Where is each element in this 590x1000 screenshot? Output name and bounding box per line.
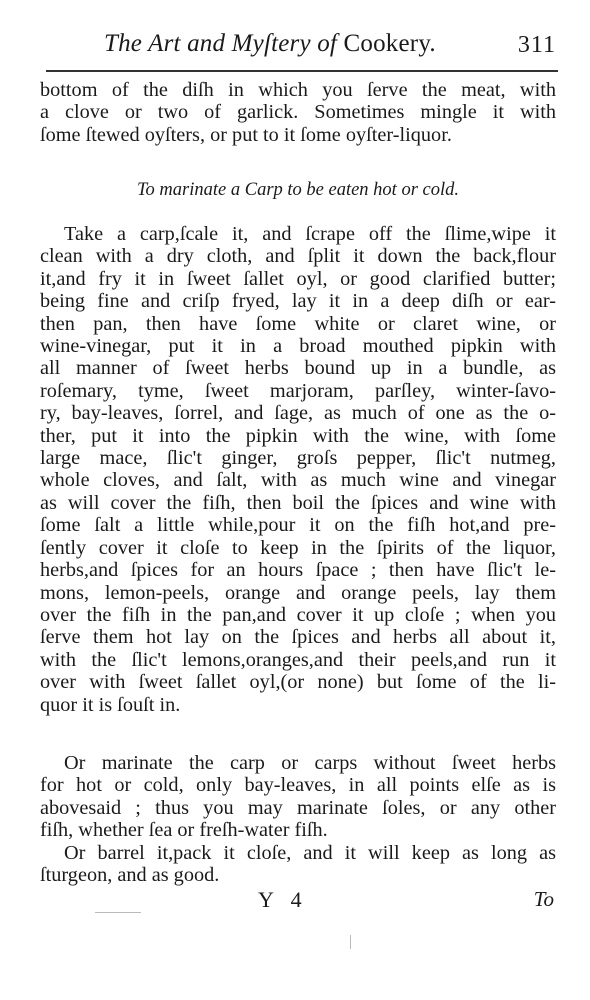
ink-speck xyxy=(95,912,141,913)
text-line: ſome ſalt a little while,pour it on the fiſh hot,and pre- xyxy=(40,514,556,537)
text-line: bottom of the diſh in which you ſerve the meat, with xyxy=(40,79,556,101)
text-line: herbs,and ſpices for an hours ſpace ; then have ſlic't le- xyxy=(40,559,556,582)
signature-mark: Y 4 xyxy=(258,887,308,912)
page-number: 311 xyxy=(517,32,556,58)
continuation-text xyxy=(40,79,556,146)
page-header xyxy=(48,30,556,66)
text-line: over the fiſh in the pan,and cover it up cloſe ; when you xyxy=(40,603,556,626)
text-line: roſemary, tyme, ſweet marjoram, parſley, winter-ſavo- xyxy=(40,379,556,402)
text-line: over with ſweet ſallet oyl,(or none) but ſome of the li- xyxy=(40,671,556,694)
text-line: ther, put it into the pipkin with the wine, with ſome xyxy=(40,424,556,447)
text-line: ſently cover it cloſe to keep in the ſpirits of the liquor, xyxy=(40,536,556,559)
text-line: fiſh, whether ſea or freſh-water fiſh. xyxy=(40,819,328,842)
text-line: ſerve them hot lay on the ſpices and herbs all about it, xyxy=(40,626,556,649)
text-line: ry, bay-leaves, ſorrel, and ſage, as much of one as the o- xyxy=(40,402,556,425)
text-line: Or marinate the carp or carps without ſweet herbs xyxy=(64,752,556,774)
text-line: quor it is ſouſt in. xyxy=(40,693,181,716)
running-title-roman: Cookery. xyxy=(343,30,436,57)
text-line: it,and fry it in ſweet ſallet oyl, or good clarified butter; xyxy=(40,267,556,290)
text-line: all manner of ſweet herbs bound up in a bundle, as xyxy=(40,357,556,380)
text-line: wine-vinegar, put it in a broad mouthed pipkin with xyxy=(40,335,556,358)
ink-speck xyxy=(350,935,351,949)
recipe-paragraph-1 xyxy=(40,223,556,716)
text-line: a clove or two of garlick. Sometimes mingle it with xyxy=(40,101,556,124)
text-line: whole cloves, and ſalt, with as much wine and vinegar xyxy=(40,469,556,492)
text-line: abovesaid ; thus you may marinate ſoles, or any other xyxy=(40,796,556,819)
text-line: for hot or cold, only bay-leaves, in all points elſe as is xyxy=(40,774,556,797)
running-title-italic: The Art and Myſtery of xyxy=(104,30,338,57)
text-line: Or barrel it,pack it cloſe, and it will keep as long as xyxy=(64,842,556,864)
text-line: Take a carp,ſcale it, and ſcrape off the ſlime,wipe it xyxy=(64,223,556,245)
header-rule xyxy=(46,70,558,72)
text-line: then pan, then have ſome white or claret wine, or xyxy=(40,312,556,335)
text-line: with the ſlic't lemons,oranges,and their peels,and run it xyxy=(40,648,556,671)
recipe-paragraph-3 xyxy=(40,842,556,887)
text-line: ſturgeon, and as good. xyxy=(40,864,220,887)
text-line: clean with a dry cloth, and ſplit it down the back,flour xyxy=(40,245,556,268)
text-line: as will cover the fiſh, then boil the ſpices and wine with xyxy=(40,491,556,514)
text-line: ſome ſtewed oyſters, or put to it ſome oyſter-liquor. xyxy=(40,123,452,146)
running-title xyxy=(104,30,436,58)
catchword: To xyxy=(533,887,554,911)
text-line: mons, lemon-peels, orange and orange peels, lay them xyxy=(40,581,556,604)
recipe-paragraph-2 xyxy=(40,752,556,842)
text-line: large mace, ſlic't ginger, groſs pepper, ſlic't nutmeg, xyxy=(40,447,556,470)
recipe-title: To marinate a Carp to be eaten hot or cold. xyxy=(136,180,460,200)
text-line: being fine and criſp fryed, lay it in a deep diſh or ear- xyxy=(40,290,556,313)
